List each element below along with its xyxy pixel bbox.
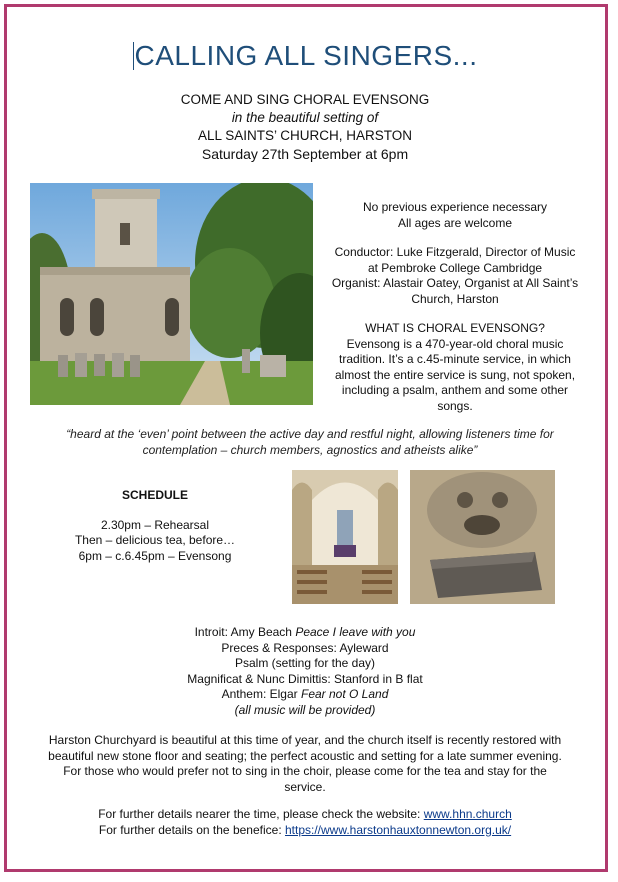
- what-is-line-2: tradition. It’s a c.45-minute service, in which: [339, 352, 571, 366]
- intro-block: [320, 200, 590, 414]
- evensong-quote: [40, 426, 580, 458]
- organist-line-2: Church, Harston: [411, 291, 499, 306]
- anthem-title: Fear not O Land: [300, 687, 389, 701]
- schedule-block: [60, 488, 250, 564]
- what-is-line-3: almost the entire service is sung, not spoken,: [334, 367, 576, 382]
- music-list: [0, 625, 610, 718]
- text-cursor: [133, 42, 134, 70]
- introit-title: Peace I leave with you: [295, 625, 416, 639]
- ages-text: All ages are welcome: [397, 215, 513, 230]
- organist-line-1: Organist: Alastair Oatey, Organist at All Saint’s: [331, 276, 579, 290]
- anthem-prefix: Anthem: Elgar: [221, 687, 301, 701]
- schedule-item-2: Then – delicious tea, before…: [74, 533, 236, 547]
- church-interior-photo: [292, 470, 398, 604]
- what-is-line-1: Evensong is a 470-year-old choral music: [346, 336, 564, 351]
- header-date: Saturday 27th September at 6pm: [201, 146, 409, 162]
- what-is-line-4: including a psalm, anthem and some other: [341, 383, 569, 397]
- benefice-line: [0, 823, 610, 839]
- churchyard-line-3: For those who would prefer not to sing in the choir, please come for the tea and stay for the: [63, 764, 547, 778]
- what-is-heading: WHAT IS CHORAL EVENSONG?: [365, 321, 545, 335]
- what-is-line-5: songs.: [437, 398, 473, 413]
- header-line-2: in the beautiful setting of: [231, 110, 379, 125]
- preces-line: Preces & Responses: Ayleward: [221, 640, 389, 655]
- details-block: [0, 807, 610, 838]
- churchyard-paragraph: [25, 733, 585, 795]
- conductor-line-2: at Pembroke College Cambridge: [367, 260, 543, 275]
- psalm-line: Psalm (setting for the day): [234, 656, 376, 670]
- introit-line: [0, 625, 610, 641]
- poster-title-text: CALLING ALL SINGERS...: [134, 40, 478, 71]
- schedule-heading: SCHEDULE: [121, 488, 188, 502]
- website-prefix: For further details nearer the time, please check the website:: [98, 807, 424, 821]
- poster-title: [0, 40, 610, 72]
- quote-line-2: contemplation – church members, agnostics and atheists alike”: [142, 443, 478, 457]
- churchyard-line-4: service.: [284, 779, 326, 794]
- magnificat-line: Magnificat & Nunc Dimittis: Stanford in B flat: [187, 671, 423, 686]
- gargoyle-photo: [410, 470, 555, 604]
- header-line-3: ALL SAINTS’ CHURCH, HARSTON: [197, 128, 413, 143]
- anthem-line: [0, 687, 610, 703]
- church-exterior-photo: [30, 183, 313, 405]
- header-line-1: COME AND SING CHORAL EVENSONG: [180, 92, 430, 107]
- website-link[interactable]: www.hhn.church: [423, 807, 512, 821]
- churchyard-line-1: Harston Churchyard is beautiful at this time of year, and the church itself is recently restored with: [48, 733, 562, 747]
- schedule-item-1: 2.30pm – Rehearsal: [100, 517, 210, 532]
- churchyard-line-2: beautiful new stone floor and seating; the perfect acoustic and setting for a late summer evening.: [48, 748, 562, 763]
- quote-line-1: “heard at the ‘even’ point between the active day and restful night, allowing listeners time for: [66, 427, 554, 441]
- music-note: (all music will be provided): [234, 702, 376, 717]
- schedule-item-3: 6pm – c.6.45pm – Evensong: [78, 548, 232, 563]
- benefice-prefix: For further details on the benefice:: [98, 822, 285, 837]
- introit-prefix: Introit: Amy Beach: [194, 625, 296, 639]
- experience-text: No previous experience necessary: [362, 200, 548, 214]
- benefice-link[interactable]: https://www.harstonhauxtonnewton.org.uk/: [284, 822, 512, 837]
- conductor-line-1: Conductor: Luke Fitzgerald, Director of Music: [334, 245, 576, 259]
- website-line: [0, 807, 610, 823]
